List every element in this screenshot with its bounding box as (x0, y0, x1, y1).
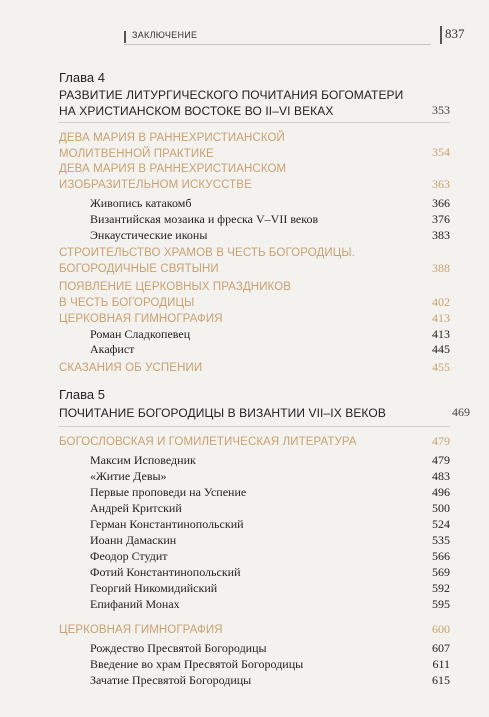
section-title-line: ИЗОБРАЗИТЕЛЬНОМ ИСКУССТВЕ (59, 179, 252, 191)
toc-entry: Энкаустические иконы (90, 228, 208, 242)
toc-entry-page: 595 (432, 597, 450, 611)
toc-entry-page: 611 (432, 657, 450, 671)
section-title-line: В ЧЕСТЬ БОГОРОДИЦЫ (59, 297, 195, 309)
section-page: 363 (432, 177, 450, 191)
toc-entry: Введение во храм Пресвятой Богородицы (90, 657, 304, 671)
toc-entry: Андрей Критский (90, 501, 182, 515)
chapter-title (59, 87, 403, 119)
section-title (59, 130, 285, 162)
chapter-title-line: НА ХРИСТИАНСКОМ ВОСТОКЕ ВО II–VI ВЕКАХ (59, 104, 334, 118)
chapter-page: 353 (432, 103, 450, 117)
section-title-line: ПОЯВЛЕНИЕ ЦЕРКОВНЫХ ПРАЗДНИКОВ (59, 281, 292, 293)
toc-entry-page: 479 (432, 453, 450, 467)
toc-entry: Акафист (90, 342, 135, 356)
toc-entry: Феодор Студит (90, 549, 168, 563)
toc-entry-page: 483 (432, 469, 450, 483)
section-page: 388 (432, 261, 450, 275)
section-page: 455 (432, 360, 450, 374)
section-page: 402 (432, 295, 450, 309)
toc-entry-page: 569 (432, 565, 450, 579)
section-title (59, 279, 291, 311)
section-title-line: БОГОРОДИЧНЫЕ СВЯТЫНИ (59, 263, 219, 275)
section-title-line: ДЕВА МАРИЯ В РАННЕХРИСТИАНСКОЙ (59, 132, 285, 144)
section-title-line: СКАЗАНИЯ ОБ УСПЕНИИ (59, 362, 203, 374)
toc-entry: «Житие Девы» (90, 469, 167, 483)
toc-entry-page: 615 (432, 673, 450, 687)
toc-entry: Рождество Пресвятой Богородицы (90, 641, 267, 655)
chapter-title-line: РАЗВИТИЕ ЛИТУРГИЧЕСКОГО ПОЧИТАНИЯ БОГОМАТЕРИ (59, 88, 404, 102)
section-title-line: СТРОИТЕЛЬСТВО ХРАМОВ В ЧЕСТЬ БОГОРОДИЦЫ. (59, 247, 355, 259)
header-rule (124, 44, 431, 45)
section-title (59, 161, 286, 193)
section-title-line: ЦЕРКОВНАЯ ГИМНОГРАФИЯ (59, 624, 223, 636)
section-title (59, 434, 357, 450)
section-title-line: МОЛИТВЕННОЙ ПРАКТИКЕ (59, 148, 214, 160)
toc-entry: Фотий Константинопольский (90, 565, 241, 579)
section-title-line: БОГОСЛОВСКАЯ И ГОМИЛЕТИЧЕСКАЯ ЛИТЕРАТУРА (59, 436, 357, 448)
toc-entry-page: 524 (432, 517, 450, 531)
toc-entry: Герман Константинопольский (90, 517, 244, 531)
divider (59, 122, 450, 123)
section-page: 413 (432, 311, 450, 325)
section-title (59, 311, 223, 327)
toc-entry-page: 445 (432, 342, 450, 356)
toc-entry-page: 383 (432, 228, 450, 242)
chapter-label: Глава 4 (59, 70, 105, 85)
toc-entry: Роман Сладкопевец (90, 327, 191, 341)
toc-entry: Епифаний Монах (90, 597, 180, 611)
section-page: 354 (432, 145, 450, 159)
divider (59, 426, 450, 427)
running-header-title: ЗАКЛЮЧЕНИЕ (132, 30, 198, 40)
page-number: 837 (445, 26, 465, 41)
toc-entry-page: 607 (432, 641, 450, 655)
toc-entry: Живопись катакомб (90, 196, 192, 210)
section-page: 600 (432, 622, 450, 636)
toc-entry: Иоанн Дамаскин (90, 533, 177, 547)
toc-entry: Зачатие Пресвятой Богородицы (90, 673, 252, 687)
chapter-label: Глава 5 (59, 387, 105, 402)
section-page: 479 (432, 434, 450, 448)
toc-entry-page: 566 (432, 549, 450, 563)
page-number-marker (440, 26, 442, 44)
toc-entry-page: 376 (432, 212, 450, 226)
section-title-line: ДЕВА МАРИЯ В РАННЕХРИСТИАНСКОМ (59, 163, 287, 175)
toc-entry-page: 535 (432, 533, 450, 547)
toc-entry: Византийская мозаика и фреска V–VII веков (90, 212, 319, 226)
toc-entry-page: 366 (432, 196, 450, 210)
section-title (59, 245, 355, 277)
toc-entry-page: 500 (432, 501, 450, 515)
toc-entry-page: 496 (432, 485, 450, 499)
chapter-title (59, 405, 386, 421)
header-marker (124, 31, 126, 43)
toc-entry: Максим Исповедник (90, 453, 196, 467)
toc-entry: Первые проповеди на Успение (90, 485, 247, 499)
section-title (59, 360, 202, 376)
toc-entry: Георгий Никомидийский (90, 581, 218, 595)
chapter-page: 469 (452, 405, 470, 419)
section-title-line: ЦЕРКОВНАЯ ГИМНОГРАФИЯ (59, 313, 223, 325)
toc-entry-page: 413 (432, 327, 450, 341)
chapter-title-line: ПОЧИТАНИЕ БОГОРОДИЦЫ В ВИЗАНТИИ VII–IX ВЕКОВ (59, 406, 386, 420)
section-title (59, 622, 223, 638)
toc-entry-page: 592 (432, 581, 450, 595)
